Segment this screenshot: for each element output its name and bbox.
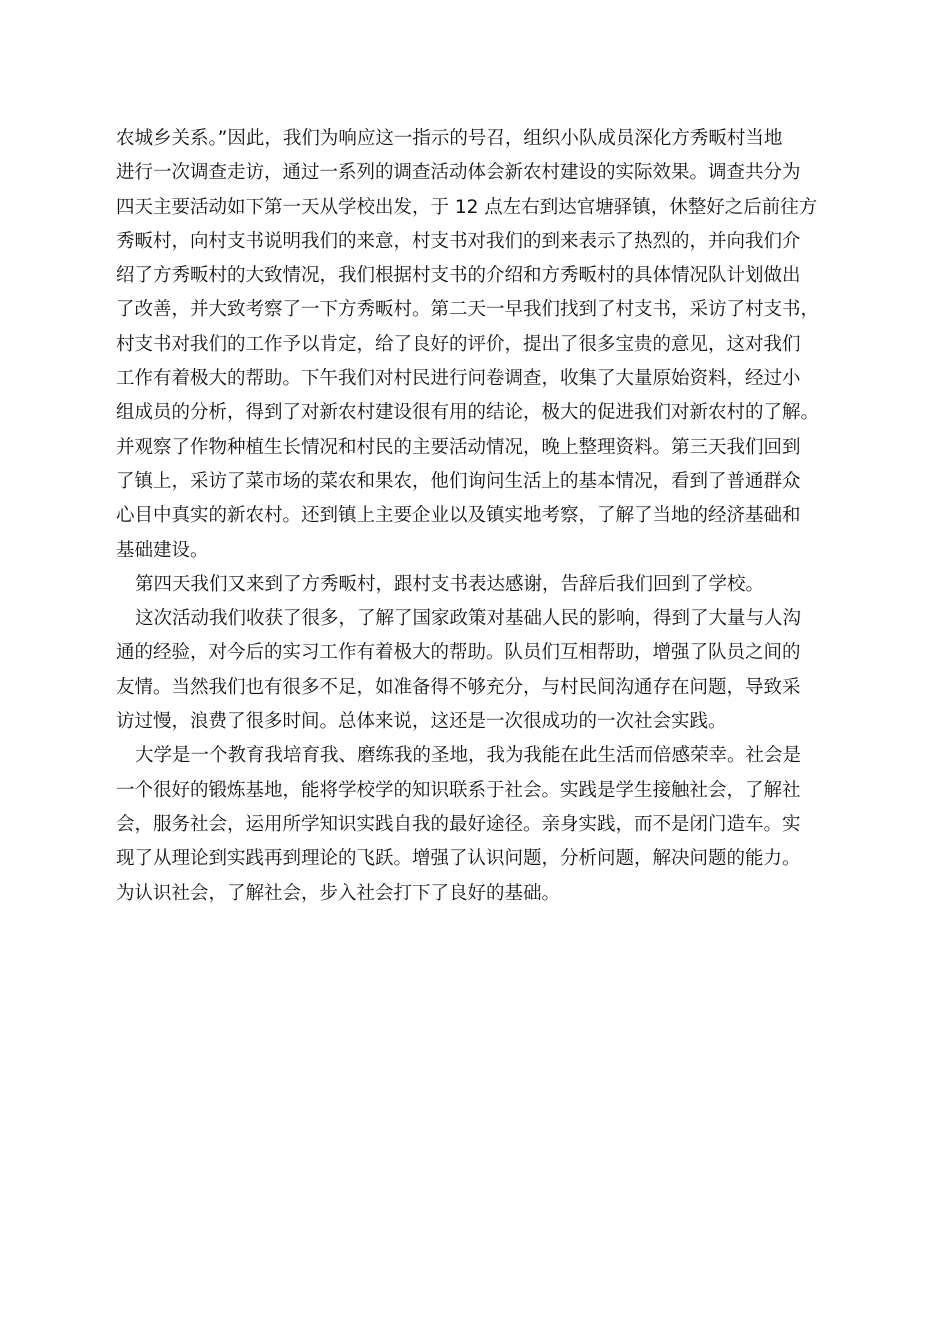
text-line: 并观察了作物种植生长情况和村民的主要活动情况，晚上整理资料。第三天我们回到 xyxy=(116,436,801,458)
paragraph-1 xyxy=(116,122,852,568)
text-line: 绍了方秀畈村的大致情况，我们根据村支书的介绍和方秀畈村的具体情况队计划做出 xyxy=(116,265,801,287)
text-line: 大学是一个教育我培育我、磨练我的圣地，我为我能在此生活而倍感荣幸。社会是 xyxy=(135,745,802,767)
text-line: 现了从理论到实践再到理论的飞跃。增强了认识问题，分析问题，解决问题的能力。 xyxy=(116,848,801,870)
text-line: 组成员的分析，得到了对新农村建设很有用的结论，极大的促进我们对新农村的了解。 xyxy=(116,402,820,424)
text-line: 村支书对我们的工作予以肯定，给了良好的评价，提出了很多宝贵的意见，这对我们 xyxy=(116,333,801,355)
text-line: 了改善，并大致考察了一下方秀畈村。第二天一早我们找到了村支书，采访了村支书， xyxy=(116,299,820,321)
text-line: 会，服务社会，运用所学知识实践自我的最好途径。亲身实践，而不是闭门造车。实 xyxy=(116,813,801,835)
text-line: 友情。当然我们也有很多不足，如准备得不够充分，与村民间沟通存在问题，导致采 xyxy=(116,676,801,698)
text-line: 第四天我们又来到了方秀畈村，跟村支书表达感谢，告辞后我们回到了学校。 xyxy=(135,573,765,595)
text-line: 四天主要活动如下第一天从学校出发，于 12 点左右到达官塘驿镇，休整好之后前往方 xyxy=(116,196,818,218)
text-line: 一个很好的锻炼基地，能将学校学的知识联系于社会。实践是学生接触社会，了解社 xyxy=(116,779,801,801)
text-line: 这次活动我们收获了很多，了解了国家政策对基础人民的影响，得到了大量与人沟 xyxy=(135,608,802,630)
text-line: 工作有着极大的帮助。下午我们对村民进行问卷调查，收集了大量原始资料，经过小 xyxy=(116,368,801,390)
paragraph-2 xyxy=(116,568,852,602)
paragraph-4 xyxy=(116,739,852,910)
text-line: 为认识社会，了解社会，步入社会打下了良好的基础。 xyxy=(116,882,561,904)
text-line: 进行一次调查走访，通过一系列的调查活动体会新农村建设的实际效果。调查共分为 xyxy=(116,162,801,184)
text-line: 通的经验，对今后的实习工作有着极大的帮助。队员们互相帮助，增强了队员之间的 xyxy=(116,642,801,664)
text-line: 了镇上，采访了菜市场的菜农和果农，他们询问生活上的基本情况，看到了普通群众 xyxy=(116,470,801,492)
paragraph-3 xyxy=(116,602,852,739)
text-line: 秀畈村，向村支书说明我们的来意，村支书对我们的到来表示了热烈的，并向我们介 xyxy=(116,230,801,252)
text-line: 访过慢，浪费了很多时间。总体来说，这还是一次很成功的一次社会实践。 xyxy=(116,711,727,733)
body-text xyxy=(116,122,852,911)
text-line: 农城乡关系。”因此，我们为响应这一指示的号召，组织小队成员深化方秀畈村当地 xyxy=(116,128,783,149)
text-line: 基础建设。 xyxy=(116,539,209,561)
text-line: 心目中真实的新农村。还到镇上主要企业以及镇实地考察，了解了当地的经济基础和 xyxy=(116,505,801,527)
